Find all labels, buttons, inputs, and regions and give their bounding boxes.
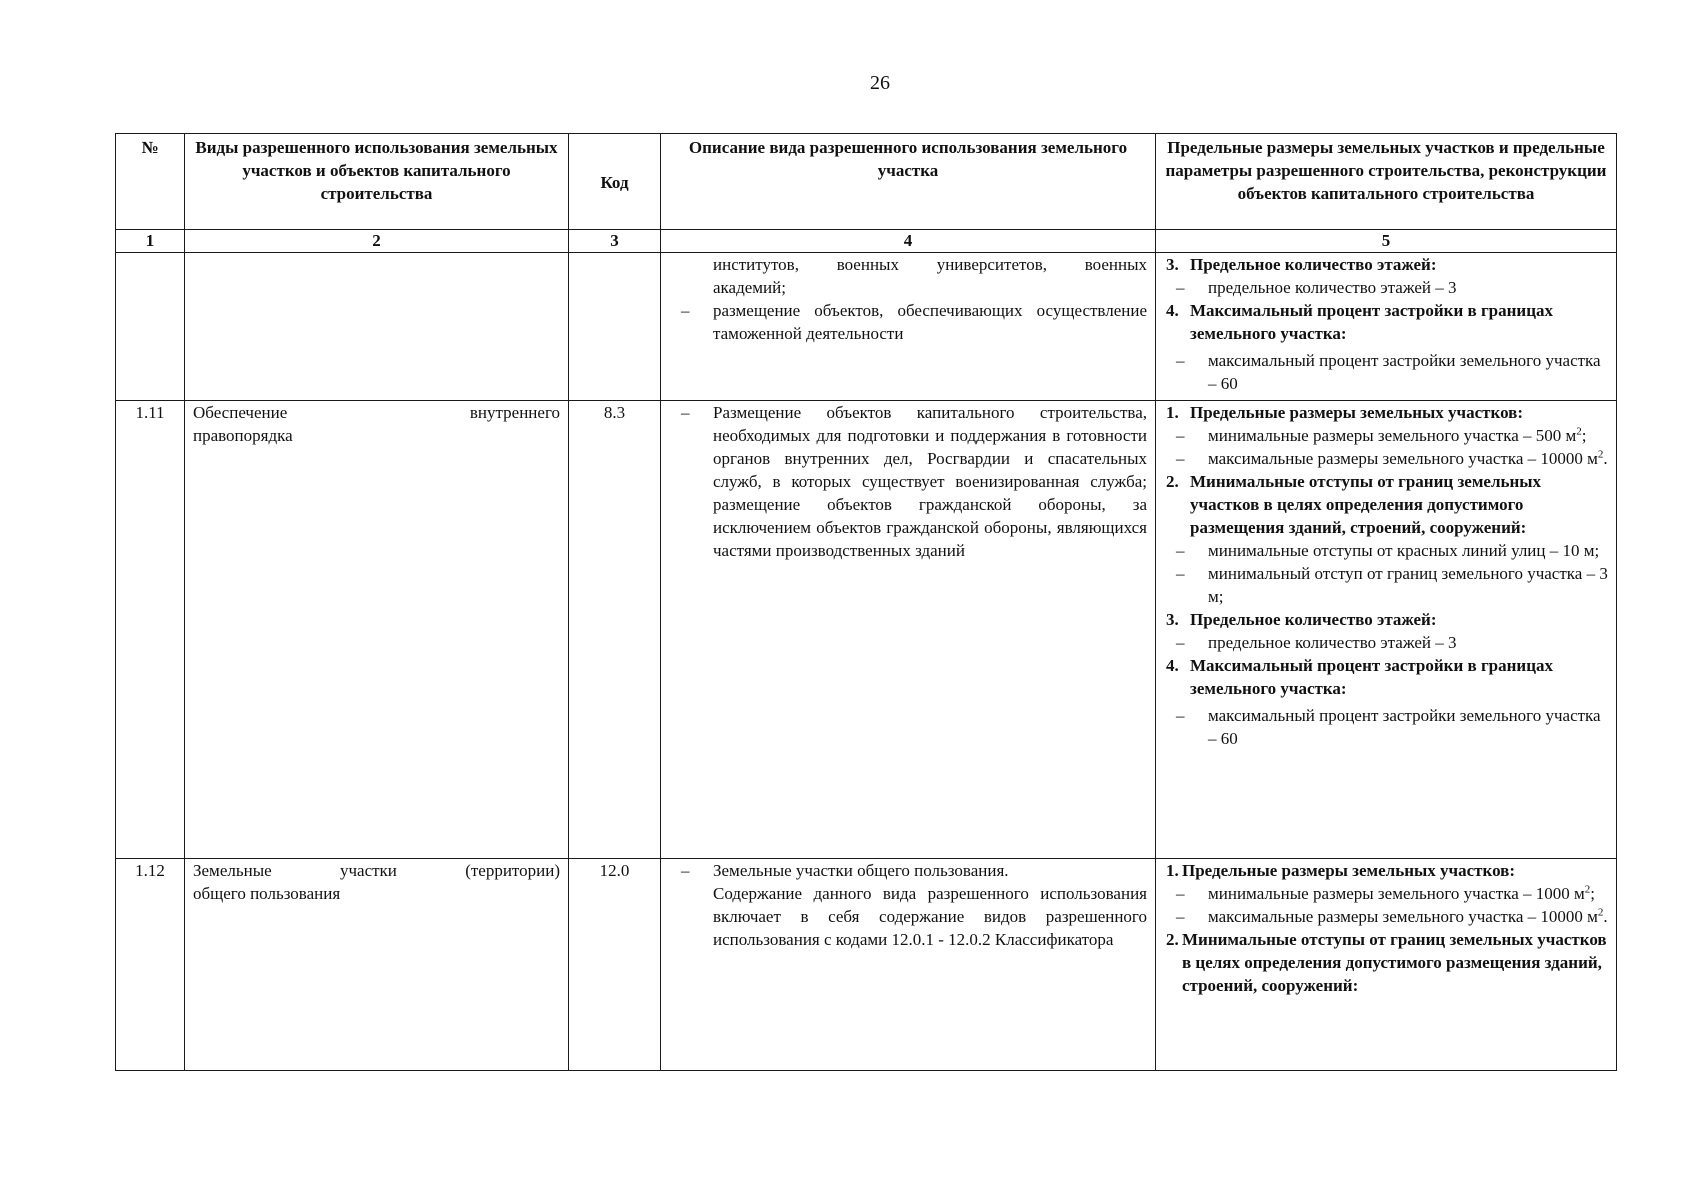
- punctuation: ;: [1581, 426, 1587, 445]
- param-heading-text: Предельное количество этажей:: [1190, 255, 1437, 274]
- cell-code: 12.0: [569, 859, 661, 1071]
- page-number: 26: [870, 72, 890, 94]
- type-text-line: [193, 859, 560, 882]
- column-number-row: [116, 230, 1617, 253]
- dash-bullet: –: [1176, 633, 1185, 652]
- param-heading-text: Предельные размеры земельных участков:: [1190, 403, 1524, 422]
- list-item: [669, 859, 1147, 882]
- param-heading-number: 2.: [1166, 930, 1179, 949]
- param-heading-text: Минимальные отступы от границ земельных участков в целях определения допустимого размещения зданий, строений, сооружений:: [1190, 472, 1542, 537]
- col-number-1: 1: [116, 230, 185, 253]
- param-item: [1164, 539, 1608, 562]
- punctuation: ;: [1590, 884, 1595, 903]
- param-heading-number: 1.: [1166, 861, 1179, 880]
- type-word: внутреннего: [469, 403, 560, 422]
- param-item: [1164, 276, 1608, 299]
- cell-desc: [661, 859, 1156, 1071]
- col-number-4: 4: [661, 230, 1156, 253]
- cell-params: [1156, 859, 1617, 1071]
- param-heading-number: 2.: [1166, 472, 1179, 491]
- param-item: [1164, 447, 1608, 470]
- param-heading: [1164, 401, 1608, 424]
- dash-bullet: –: [1176, 351, 1185, 370]
- dash-bullet: –: [681, 861, 690, 880]
- cell-num: 1.11: [116, 401, 185, 859]
- superscript: 2: [1584, 883, 1591, 896]
- col-number-5: 5: [1156, 230, 1617, 253]
- dash-bullet: –: [1176, 884, 1185, 903]
- param-item: [1164, 704, 1608, 750]
- param-item-text: предельное количество этажей – 3: [1208, 633, 1457, 652]
- col-number-3: 3: [569, 230, 661, 253]
- list-item: [669, 299, 1147, 345]
- dash-bullet: –: [681, 403, 690, 422]
- superscript: 2: [1597, 906, 1604, 919]
- param-heading: [1164, 253, 1608, 276]
- superscript: 2: [1597, 448, 1604, 461]
- cell-params: [1156, 253, 1617, 401]
- header-desc: Описание вида разрешенного использования земельного участка: [661, 134, 1156, 230]
- header-row: [116, 134, 1617, 230]
- cell-desc: [661, 253, 1156, 401]
- dash-bullet: –: [681, 301, 690, 320]
- type-word: (территории): [465, 861, 560, 880]
- cell-num: [116, 253, 185, 401]
- param-item-text: максимальный процент застройки земельного участка – 60: [1208, 706, 1601, 748]
- cell-num: 1.12: [116, 859, 185, 1071]
- param-heading: [1164, 928, 1608, 997]
- table-row-continuation: [116, 253, 1617, 401]
- desc-text: институтов, военных университетов, военных: [713, 255, 1147, 274]
- param-heading-text: Максимальный процент застройки в границах земельного участка:: [1190, 301, 1554, 343]
- param-heading-text: Максимальный процент застройки в границах земельного участка:: [1190, 656, 1554, 698]
- type-text-line: правопорядка: [193, 426, 293, 445]
- param-heading-number: 3.: [1166, 255, 1179, 274]
- param-heading-text: Минимальные отступы от границ земельных участков в целях определения допустимого размещения зданий, строений, сооружений:: [1182, 930, 1607, 995]
- list-item-text: Земельные участки общего пользования.: [713, 861, 1009, 880]
- cell-type: [185, 253, 569, 401]
- superscript: 2: [1576, 425, 1582, 438]
- param-heading: [1164, 608, 1608, 631]
- param-heading: [1164, 299, 1608, 345]
- param-item: [1164, 905, 1608, 928]
- type-text-line: [193, 401, 560, 424]
- punctuation: .: [1603, 449, 1608, 468]
- param-item: [1164, 424, 1608, 447]
- cell-code: [569, 253, 661, 401]
- punctuation: .: [1603, 907, 1608, 926]
- header-types: Виды разрешенного использования земельных участков и объектов капитального строительства: [185, 134, 569, 230]
- col-number-2: 2: [185, 230, 569, 253]
- param-item-text: минимальные размеры земельного участка – 1000 м: [1208, 884, 1585, 903]
- param-heading-number: 1.: [1166, 403, 1179, 422]
- param-item: [1164, 631, 1608, 654]
- header-code: Код: [569, 134, 661, 230]
- type-word: Земельные: [193, 861, 272, 880]
- param-heading-text: Предельное количество этажей:: [1190, 610, 1437, 629]
- param-heading-text: Предельные размеры земельных участков:: [1182, 861, 1516, 880]
- param-heading-number: 4.: [1166, 301, 1179, 320]
- table-row-1-12: [116, 859, 1617, 1071]
- param-item-text: максимальные размеры земельного участка – 10000 м: [1208, 449, 1598, 468]
- type-word: Обеспечение: [193, 403, 288, 422]
- param-heading: [1164, 470, 1608, 539]
- type-text-line: общего пользования: [193, 884, 341, 903]
- dash-bullet: –: [1176, 706, 1185, 725]
- param-heading-number: 3.: [1166, 610, 1179, 629]
- param-item-text: максимальные размеры земельного участка – 10000 м: [1208, 907, 1598, 926]
- param-item-text: минимальные размеры земельного участка – 500 м: [1208, 426, 1577, 445]
- header-num: №: [116, 134, 185, 230]
- type-word: участки: [339, 861, 397, 880]
- param-item: [1164, 349, 1608, 395]
- list-item-text: размещение объектов, обеспечивающих осуществление таможенной деятельности: [713, 301, 1147, 343]
- cell-type: [185, 401, 569, 859]
- param-heading: [1164, 654, 1608, 700]
- list-item-text: Размещение объектов капитального строительства, необходимых для подготовки и поддержания в готовности органов внутренних дел, Росгвардии и спасательных служб, в которых существует военизированная служба; размещение объектов гражданской обороны, за исключением объектов гражданской обороны, являющихся частями производственных зданий: [713, 403, 1147, 560]
- desc-text: Содержание данного вида разрешенного использования включает в себя содержание видов разрешенного использования с кодами 12.0.1 - 12.0.2 Классификатора: [713, 884, 1147, 949]
- param-item-text: предельное количество этажей – 3: [1208, 278, 1457, 297]
- table-row-1-11: [116, 401, 1617, 859]
- dash-bullet: –: [1176, 541, 1185, 560]
- param-item-text: минимальные отступы от красных линий улиц – 10 м;: [1208, 541, 1600, 560]
- header-params: Предельные размеры земельных участков и предельные параметры разрешенного строительства, реконструкции объектов капитального строительства: [1156, 134, 1617, 230]
- param-item-text: минимальный отступ от границ земельного участка – 3 м;: [1208, 564, 1608, 606]
- dash-bullet: –: [1176, 449, 1185, 468]
- cell-code: 8.3: [569, 401, 661, 859]
- dash-bullet: –: [1176, 278, 1185, 297]
- dash-bullet: –: [1176, 907, 1185, 926]
- cell-desc: [661, 401, 1156, 859]
- param-heading: [1164, 859, 1608, 882]
- cell-type: [185, 859, 569, 1071]
- param-item: [1164, 882, 1608, 905]
- param-item: [1164, 562, 1608, 608]
- desc-text: академий;: [713, 278, 786, 297]
- dash-bullet: –: [1176, 426, 1185, 445]
- land-use-table: [115, 133, 1617, 1071]
- param-item-text: максимальный процент застройки земельного участка – 60: [1208, 351, 1601, 393]
- param-heading-number: 4.: [1166, 656, 1179, 675]
- dash-bullet: –: [1176, 564, 1185, 583]
- cell-params: [1156, 401, 1617, 859]
- list-item: [669, 401, 1147, 562]
